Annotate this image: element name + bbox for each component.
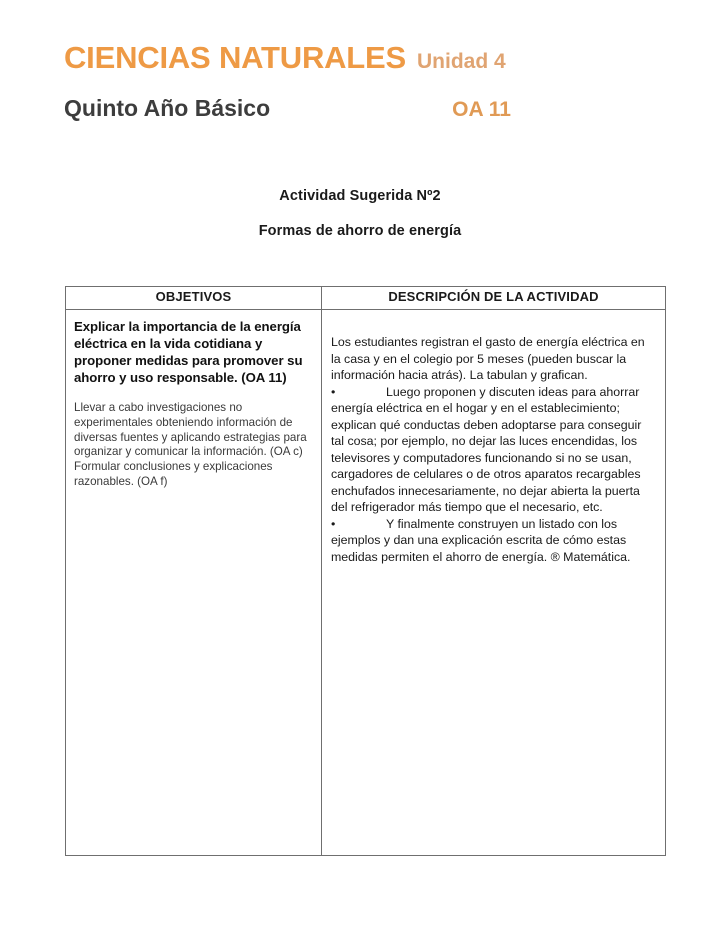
activity-title: Formas de ahorro de energía — [258, 223, 462, 239]
description-cell-inner — [322, 310, 665, 573]
oa-code: OA 11 — [452, 97, 511, 121]
title-line — [64, 42, 664, 75]
column-header-description: DESCRIPCIÓN DE LA ACTIVIDAD — [322, 287, 666, 310]
objectives-cell-inner — [66, 310, 321, 498]
table-row — [66, 310, 666, 856]
activity-heading — [0, 188, 720, 239]
grade-line — [64, 96, 664, 121]
subject-title: CIENCIAS NATURALES — [64, 40, 407, 75]
table-header-row — [66, 287, 666, 310]
document-header — [64, 42, 664, 121]
description-bullet-2 — [331, 516, 657, 566]
bullet-marker-icon: • — [331, 384, 336, 399]
secondary-objective-2: Formular conclusiones y explicaciones razonables. (OA f) — [74, 460, 273, 489]
bullet-marker-icon: • — [331, 516, 336, 531]
unit-label: Unidad 4 — [417, 50, 506, 73]
objectives-cell — [66, 310, 322, 856]
secondary-objectives — [74, 401, 314, 491]
main-objective-text: Explicar la importancia de la energía eléctrica en la vida cotidiana y proponer medidas para promover su ahorro y uso responsable. (OA 11) — [74, 319, 303, 386]
description-cell — [322, 310, 666, 856]
description-bullet-1 — [331, 384, 657, 516]
column-header-objectives: OBJETIVOS — [66, 287, 322, 310]
secondary-objective-1: Llevar a cabo investigaciones no experimentales obteniendo información de diversas fuentes y aplicando estrategias para organizar y comunicar la información. (OA c) — [74, 400, 307, 459]
description-text — [331, 334, 657, 565]
description-bullet-2-text: Y finalmente construyen un listado con los ejemplos y dan una explicación escrita de cómo estas medidas permiten el ahorro de energía. ® Matemática. — [331, 516, 631, 564]
description-bullet-1-text: Luego proponen y discuten ideas para ahorrar energía eléctrica en el hogar y en el establecimiento; explican qué conductas deben adoptarse para conseguir tal cosa; por ejemplo, no dejar las luces encendidas, los televisores y computadores funcionando si no se usan, cargadores de celulares o de otros aparatos recargables enchufados innecesariamente, no dejar abierta la puerta del refrigerador más tiempo que el necesario, etc. — [331, 384, 642, 514]
grade-title: Quinto Año Básico — [64, 94, 271, 121]
activity-table — [65, 286, 666, 856]
description-paragraph-1: Los estudiantes registran el gasto de energía eléctrica en la casa y en el colegio por 5 meses (pueden buscar la información hacia atrás). La tabulan y grafican. — [331, 335, 645, 382]
activity-number: Actividad Sugerida Nº2 — [279, 188, 441, 204]
